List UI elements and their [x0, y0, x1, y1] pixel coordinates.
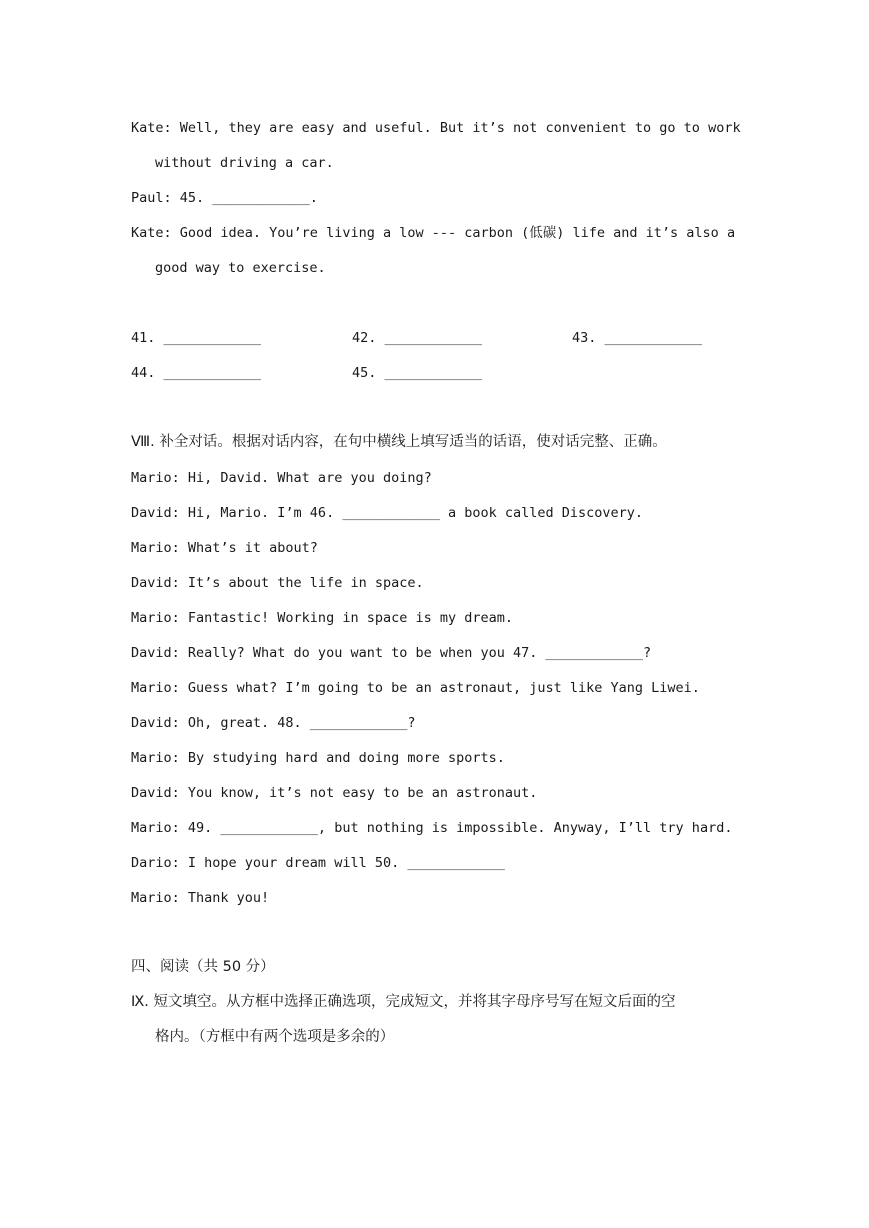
dialogue-line: Kate: Well, they are easy and useful. But it’s not convenient to go to work	[131, 120, 741, 136]
part-4-heading: 四、阅读（共 50 分）	[131, 959, 275, 975]
dialogue-line: David: Really? What do you want to be when you 47. ____________?	[131, 645, 652, 661]
answer-blank-43: 43. ____________	[572, 330, 703, 346]
dialogue-line: Mario: Guess what? I’m going to be an astronaut, just like Yang Liwei.	[131, 680, 700, 696]
dialogue-line: Kate: Good idea. You’re living a low --- carbon (低碳) life and it’s also a	[131, 225, 736, 241]
dialogue-line: David: Oh, great. 48. ____________?	[131, 715, 416, 731]
answer-blank-44: 44. ____________	[131, 365, 262, 381]
answer-blank-42: 42. ____________	[352, 330, 483, 346]
dialogue-line: David: You know, it’s not easy to be an astronaut.	[131, 785, 538, 801]
dialogue-line: Mario: 49. ____________, but nothing is impossible. Anyway, I’ll try hard.	[131, 820, 733, 836]
section-8-heading: Ⅷ. 补全对话。根据对话内容，在句中横线上填写适当的话语，使对话完整、正确。	[131, 434, 667, 450]
dialogue-line: Paul: 45. ____________.	[131, 190, 318, 206]
section-9-instruction-cont: 格内。（方框中有两个选项是多余的）	[155, 1029, 395, 1045]
dialogue-line: Dario: I hope your dream will 50. ____________	[131, 855, 505, 871]
dialogue-line: Mario: By studying hard and doing more sports.	[131, 750, 505, 766]
dialogue-line: Mario: Hi, David. What are you doing?	[131, 470, 432, 486]
dialogue-line: Mario: What’s it about?	[131, 540, 318, 556]
answer-blank-41: 41. ____________	[131, 330, 262, 346]
answer-blank-45: 45. ____________	[352, 365, 483, 381]
section-9-instruction: Ⅸ. 短文填空。从方框中选择正确选项，完成短文，并将其字母序号写在短文后面的空	[131, 994, 676, 1010]
dialogue-line: good way to exercise.	[155, 260, 326, 276]
dialogue-line: David: It’s about the life in space.	[131, 575, 424, 591]
dialogue-line: without driving a car.	[155, 155, 334, 171]
dialogue-line: Mario: Fantastic! Working in space is my dream.	[131, 610, 514, 626]
dialogue-line: David: Hi, Mario. I’m 46. ____________ a book called Discovery.	[131, 505, 644, 521]
dialogue-line: Mario: Thank you!	[131, 890, 270, 906]
